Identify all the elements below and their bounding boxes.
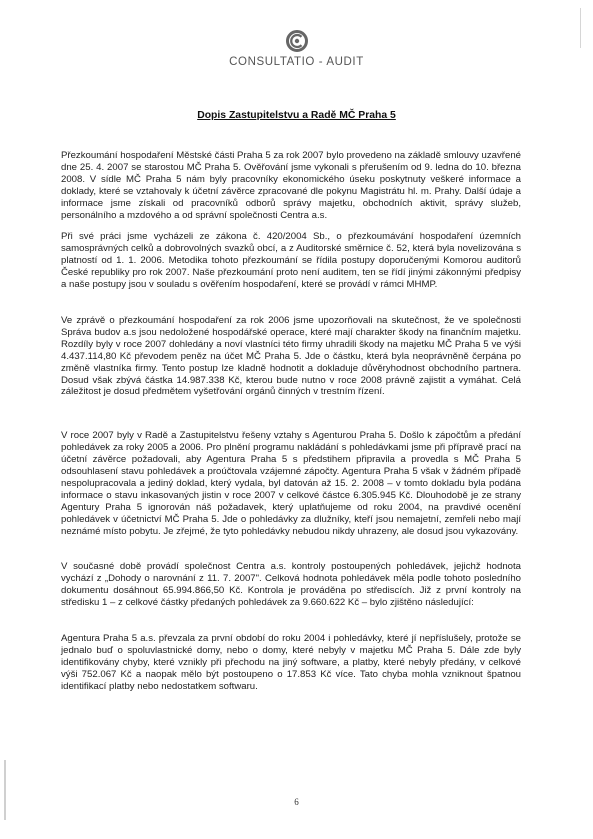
- document-title: Dopis Zastupitelstvu a Radě MČ Praha 5: [197, 110, 396, 121]
- page-number: 6: [294, 797, 299, 807]
- document-body: [61, 150, 521, 693]
- paragraph-3: Ve zprávě o přezkoumání hospodaření za rok 2006 jsme upozorňovali na skutečnost, že ve společnosti Správa budov a.s jsou nedoložené hospodářské operace, které mají charakter škody na finančním majetku. Rozdíly byly v roce 2007 dohledány a noví vlastníci této firmy uhradili škody na majetku MČ Praha 5 ve výši 4.437.114,80 Kč převodem peněz na účet MČ Praha 5. Jde o částku, která byla neoprávněně čerpána po změně vlastníka firmy. Tento postup lze kladně hodnotit a dokladuje důvěryhodnost obchodního partnera. Dosud však zbývá částka 14.987.338 Kč, kterou bude nutno v roce 2008 právně zajistit a vymáhat. Celá záležitost je dosud předmětem vyšetřování orgánů činných v trestním řízení.: [61, 314, 521, 398]
- paragraph-2: Při své práci jsme vycházeli ze zákona č. 420/2004 Sb., o přezkoumávání hospodaření územních samosprávných celků a dobrovolných svazků obcí, a z Auditorské směrnice č. 52, která byla novelizována s platností od 1. 1. 2006. Metodika tohoto přezkoumání se řídila postupy doporučenými Komorou auditorů České republiky pro rok 2007. Naše přezkoumání proto není auditem, ten se řídí jinými zákonnými předpisy a naše postupy jsou v souladu s ověřením hospodaření, které se provádí v rámci MHMP.: [61, 231, 521, 291]
- company-logo: [0, 30, 593, 68]
- paragraph-6: Agentura Praha 5 a.s. převzala za první období do roku 2004 i pohledávky, které jí nepříslušely, protože se jednalo buď o spoluvlastnické domy, nebo o domy, které nebyly v majetku MČ Praha 5. Dále zde byly identifikovány chyby, které vznikly při přechodu na jiný software, a platby, které nebyly předány, v celkové výši 752.067 Kč a naopak mělo být postoupeno o 17.853 Kč více. Tato chyba mohla vzniknout špatnou identifikací platby nebo nedostatkem softwaru.: [61, 633, 521, 692]
- consultatio-logo-icon: [286, 30, 308, 52]
- paragraph-4: V roce 2007 byly v Radě a Zastupitelstvu řešeny vztahy s Agenturou Praha 5. Došlo k zápočtům a předání pohledávek za roky 2005 a 2006. Pro plnění programu nakládání s pohledávkami jsme při přípravě prací na účetní závěrce požadovali, aby Agentura Praha 5 s předstihem připravila a provedla s MČ Praha 5 odsouhlasení stavu pohledávek a proúčtovala vzájemné zápočty. Agentura Praha 5 však v žádném případě nespolupracovala a jediný doklad, který vydala, byl datován až 15. 2. 2008 – v tomto dokladu byla podána informace o stavu inkasovaných jistin v roce 2007 v celkové částce 6.305.945 Kč. Dlouhodobě je ze strany Agentury Praha 5 ignorován náš požadavek, který uplatňujeme od roku 2004, na pravdivé ocenění pohledávek v účetnictví MČ Praha 5. Jde o pohledávky za dlužníky, kteří jsou nemajetní, zemřeli nebo mají neznámé místo pobytu. Je zřejmé, že tyto pohledávky nebudou nikdy uhrazeny, ale dosud jsou vykazovány.: [61, 430, 521, 537]
- paragraph-1: Přezkoumání hospodaření Městské části Praha 5 za rok 2007 bylo provedeno na základě smlouvy uzavřené dne 25. 4. 2007 se starostou MČ Praha 5. Ověřování jsme vykonali s přerušením od 9. ledna do 10. března 2008. V sídle MČ Praha 5 nám byly pracovníky ekonomického úseku poskytnuty veškeré informace a doklady, které se vztahovaly k účetní závěrce zpracované dle pokynu Magistrátu hl. m. Prahy. Další údaje a informace jsme získali od pracovníků odborů správy majetku, obchodních aktivit, správy služeb, personálního a mzdového a od správní společnosti Centra a.s.: [61, 150, 521, 221]
- scan-binding-mark: [4, 760, 6, 820]
- logo-text: CONSULTATIO - AUDIT: [229, 56, 364, 68]
- paragraph-5: V současné době provádí společnost Centra a.s. kontroly postoupených pohledávek, jejichž hodnota vychází z „Dohody o narovnání z 11. 7. 2007". Celková hodnota pohledávek měla podle tohoto posledního dokumentu dosáhnout 65.994.866,50 Kč. Kontrola je prováděna po střediscích. Již z první kontroly na středisku 1 – z celkové částky předaných pohledávek za 9.660.622 Kč – bylo zjištěno následující:: [61, 561, 521, 609]
